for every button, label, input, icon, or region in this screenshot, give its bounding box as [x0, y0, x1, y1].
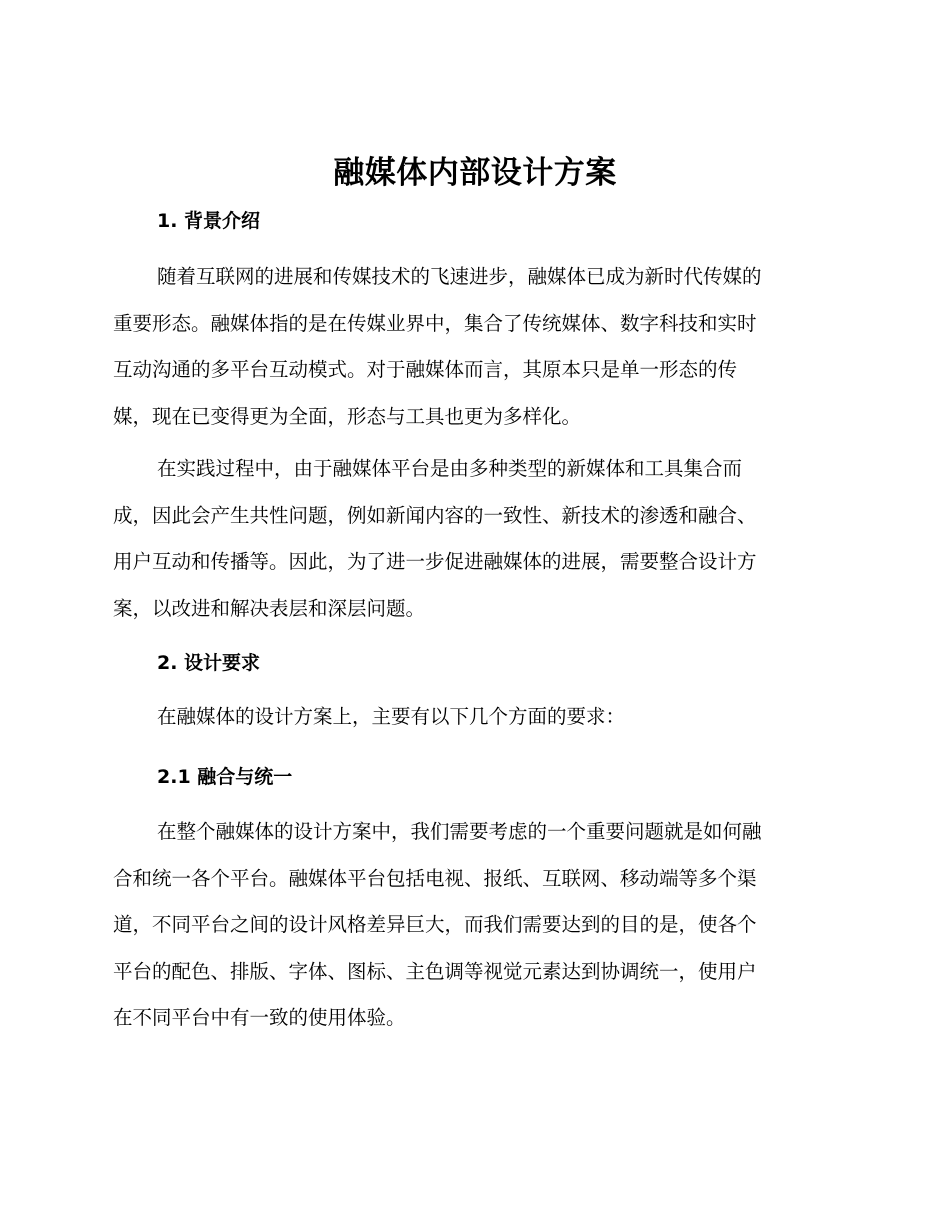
- section-heading-integration: 2.1 融合与统一: [157, 766, 293, 788]
- paragraph-requirements-intro: [113, 694, 833, 741]
- paragraph-line: 媒，现在已变得更为全面，形态与工具也更为多样化。: [113, 404, 582, 428]
- paragraph-line: 成，因此会产生共性问题，例如新闻内容的一致性、新技术的渗透和融合、: [113, 503, 757, 527]
- paragraph-background-2: [113, 446, 833, 632]
- paragraph-line: 用户互动和传播等。因此，为了进一步促进融媒体的进展，需要整合设计方: [113, 550, 757, 574]
- paragraph-line: 在不同平台中有一致的使用体验。: [113, 1006, 406, 1030]
- paragraph-line: 平台的配色、排版、字体、图标、主色调等视觉元素达到协调统一，使用户: [113, 959, 757, 983]
- document-title: 融媒体内部设计方案: [333, 155, 617, 191]
- paragraph-integration: [113, 809, 833, 1042]
- paragraph-line: 随着互联网的进展和传媒技术的飞速进步，融媒体已成为新时代传媒的: [157, 265, 762, 288]
- paragraph-line: 在融媒体的设计方案上，主要有以下几个方面的要求：: [157, 705, 626, 728]
- section-heading-requirements: 2. 设计要求: [157, 652, 261, 674]
- paragraph-line: 道，不同平台之间的设计风格差异巨大，而我们需要达到的目的是，使各个: [113, 913, 757, 937]
- paragraph-line: 重要形态。融媒体指的是在传媒业界中，集合了传统媒体、数字科技和实时: [113, 311, 757, 335]
- paragraph-line: 在整个融媒体的设计方案中，我们需要考虑的一个重要问题就是如何融: [157, 820, 762, 843]
- paragraph-background-1: [113, 254, 833, 440]
- paragraph-line: 合和统一各个平台。融媒体平台包括电视、报纸、互联网、移动端等多个渠: [113, 866, 757, 890]
- section-heading-background: 1. 背景介绍: [157, 210, 261, 232]
- paragraph-line: 互动沟通的多平台互动模式。对于融媒体而言，其原本只是单一形态的传: [113, 358, 738, 382]
- paragraph-line: 案，以改进和解决表层和深层问题。: [113, 596, 426, 620]
- paragraph-line: 在实践过程中，由于融媒体平台是由多种类型的新媒体和工具集合而: [157, 457, 743, 480]
